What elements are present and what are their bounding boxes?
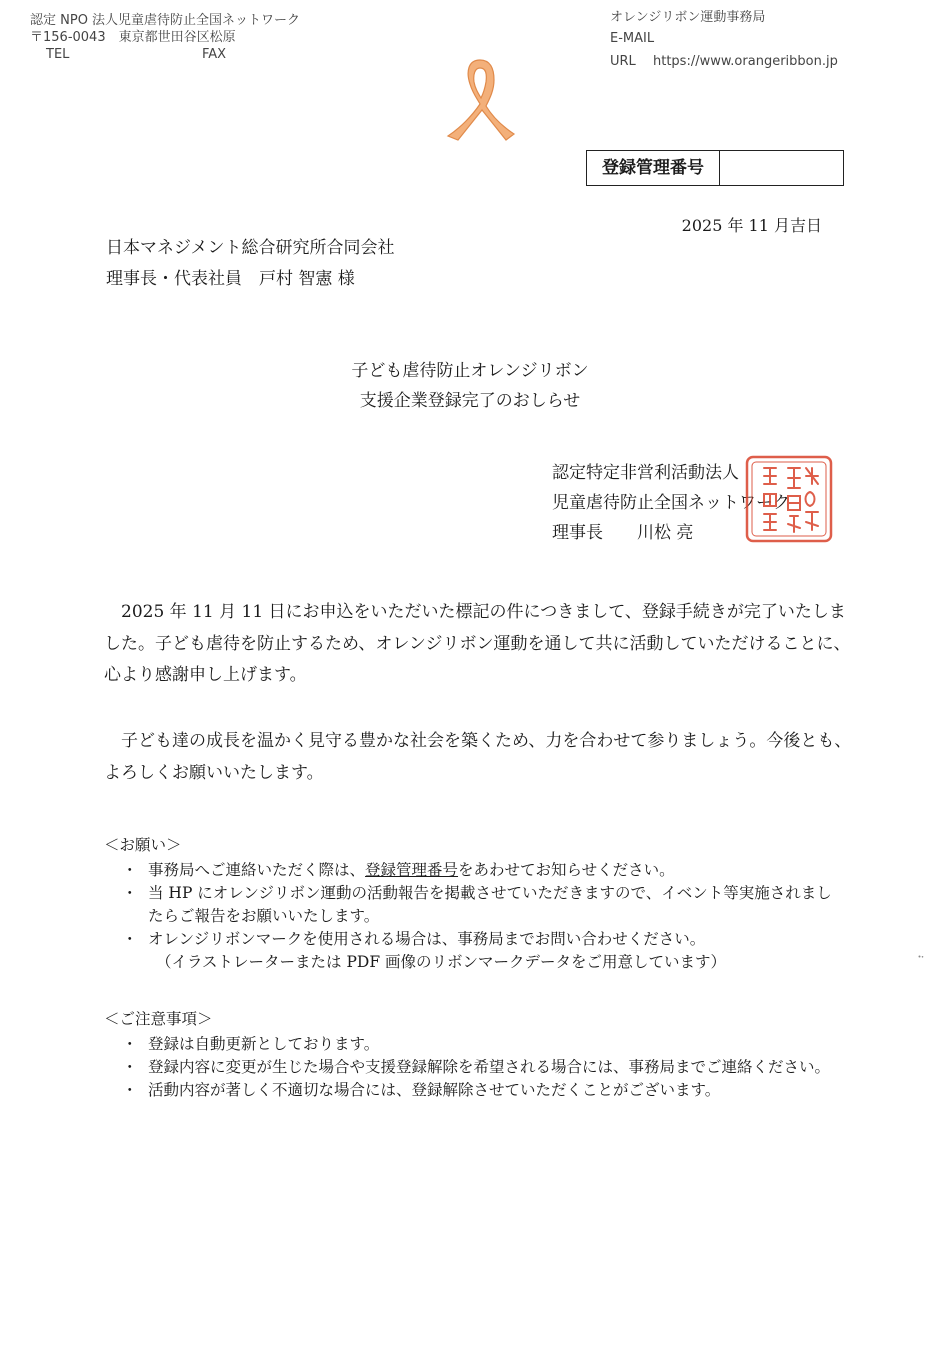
request-1-underlined: 登録管理番号 xyxy=(365,861,459,879)
notes-heading: ＜ご注意事項＞ xyxy=(104,1010,213,1028)
request-3-note: （イラストレーターまたは PDF 画像のリボンマークデータをご用意しています） xyxy=(156,953,727,971)
org-address: 〒156-0043 東京都世田谷区松原 xyxy=(30,30,236,45)
list-item xyxy=(104,928,844,974)
notes-section xyxy=(104,1008,844,1102)
list-item xyxy=(104,882,844,928)
tel-label: TEL xyxy=(46,47,70,62)
url-link[interactable]: https://www.orangeribbon.jp xyxy=(653,54,838,69)
bullet: ・ xyxy=(122,1081,138,1099)
organization-seal-stamp xyxy=(744,454,834,544)
recipient-person: 理事長・代表社員 戸村 智憲 様 xyxy=(106,269,355,289)
url-label: URL xyxy=(610,54,636,69)
email-label: E-MAIL xyxy=(610,31,655,46)
letter-date: 2025 年 11 月吉日 xyxy=(681,216,822,235)
requests-heading: ＜お願い＞ xyxy=(104,836,182,854)
office-name: オレンジリボン運動事務局 xyxy=(610,10,766,25)
note-2-text: 登録内容に変更が生じた場合や支援登録解除を希望される場合には、事務局までご連絡ください。 xyxy=(148,1058,831,1076)
list-item xyxy=(104,1079,844,1102)
orange-ribbon-icon xyxy=(442,56,518,142)
notes-list xyxy=(104,1033,844,1102)
url-row xyxy=(610,53,838,70)
requests-list xyxy=(104,859,844,974)
list-item xyxy=(104,1033,844,1056)
request-2-text: 当 HP にオレンジリボン運動の活動報告を掲載させていただきますので、イベント等実施されましたらご報告をお願いいたします。 xyxy=(148,884,832,925)
registration-number-label: 登録管理番号 xyxy=(587,151,720,185)
request-1-post: をあわせてお知らせください。 xyxy=(458,861,675,879)
sender-line-1: 認定特定非営利活動法人 xyxy=(552,463,739,483)
bullet: ・ xyxy=(122,1058,138,1076)
bullet: ・ xyxy=(122,861,138,879)
recipient-block xyxy=(106,233,395,295)
request-1-pre: 事務局へご連絡いただく際は、 xyxy=(148,861,366,879)
recipient-company: 日本マネジメント総合研究所合同会社 xyxy=(106,238,395,258)
sender-line-2: 児童虐待防止全国ネットワーク xyxy=(552,493,790,513)
body-paragraph-2: 子ども達の成長を温かく見守る豊かな社会を築くため、力を合わせて参りましょう。今後とも、よろしくお願いいたします。 xyxy=(104,731,852,783)
title-line-1: 子ども虐待防止オレンジリボン xyxy=(351,361,589,381)
registration-number-box xyxy=(586,150,844,186)
fax-label: FAX xyxy=(202,47,227,62)
tel-fax-row xyxy=(30,46,300,63)
request-3-text: オレンジリボンマークを使用される場合は、事務局までお問い合わせください。 xyxy=(148,930,706,948)
org-header xyxy=(30,12,300,63)
body-paragraph-1: 2025 年 11 月 11 日にお申込をいただいた標記の件につきまして、登録手続きが完了いたしました。子ども虐待を防止するため、オレンジリボン運動を通して共に活動していただけることに、心より感謝申し上げます。 xyxy=(104,602,851,685)
office-header xyxy=(610,9,838,70)
bullet: ・ xyxy=(122,930,138,948)
scan-speck xyxy=(918,955,924,958)
sender-line-3: 理事長 川松 亮 xyxy=(552,523,694,543)
requests-section xyxy=(104,834,844,974)
note-1-text: 登録は自動更新としております。 xyxy=(148,1035,380,1053)
bullet: ・ xyxy=(122,884,138,902)
letter-title xyxy=(0,356,940,416)
registration-number-value xyxy=(720,151,843,185)
note-3-text: 活動内容が著しく不適切な場合には、登録解除させていただくことがございます。 xyxy=(148,1081,721,1099)
bullet: ・ xyxy=(122,1035,138,1053)
list-item xyxy=(104,859,844,882)
org-name: 認定 NPO 法人児童虐待防止全国ネットワーク xyxy=(30,13,301,28)
title-line-2: 支援企業登録完了のおしらせ xyxy=(359,391,581,411)
list-item xyxy=(104,1056,844,1079)
